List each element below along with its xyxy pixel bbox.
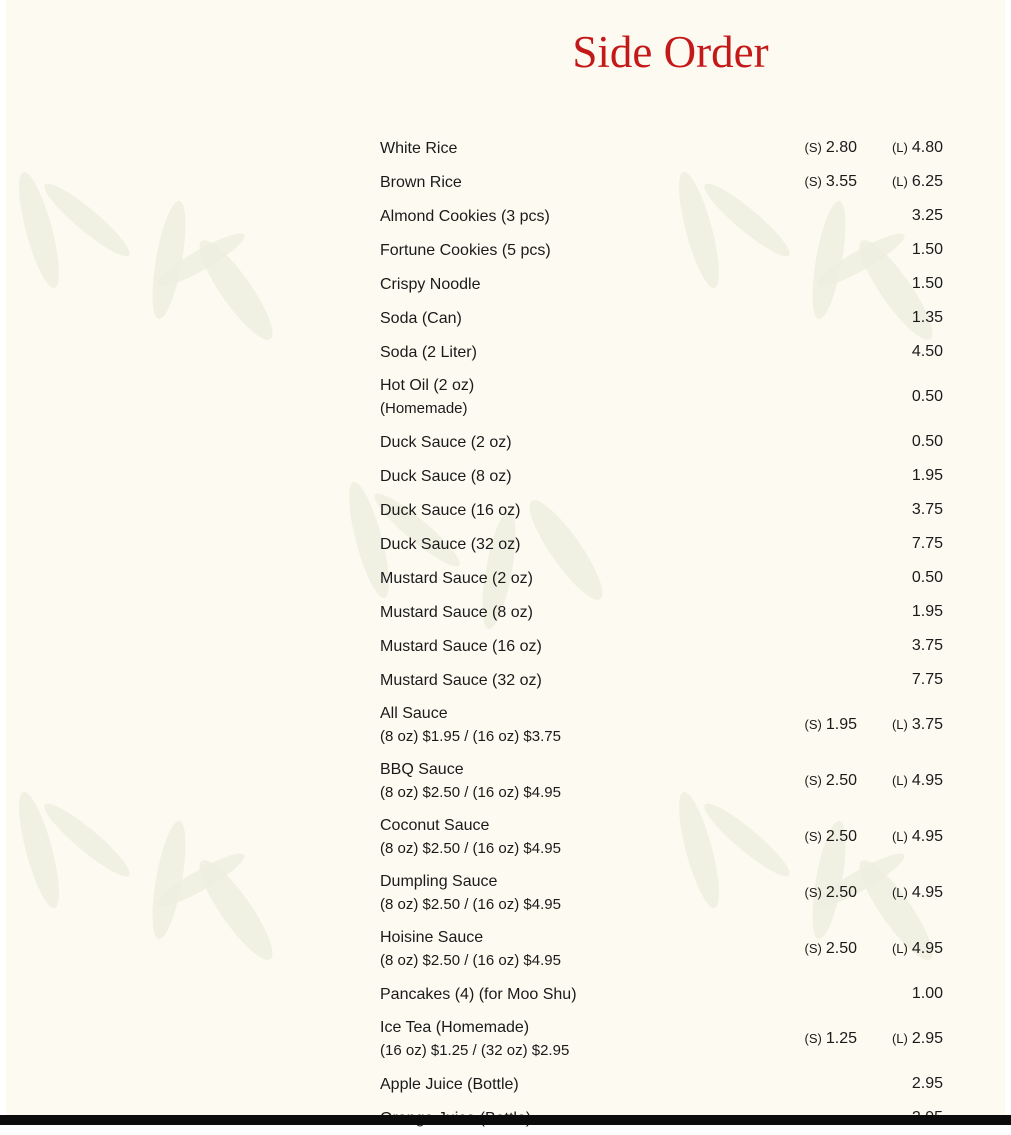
large-price-cell bbox=[861, 985, 943, 1003]
item-name: Duck Sauce (16 oz) bbox=[380, 501, 521, 519]
large-price-cell bbox=[861, 671, 943, 689]
item-name-block bbox=[380, 533, 775, 556]
item-price: 4.50 bbox=[911, 343, 943, 360]
item-name: Dumpling Sauce bbox=[380, 873, 498, 890]
small-price: 2.50 bbox=[825, 772, 857, 789]
item-name: Mustard Sauce (2 oz) bbox=[380, 569, 533, 587]
small-price: 3.55 bbox=[825, 173, 857, 190]
small-price-cell bbox=[775, 828, 857, 846]
small-price-cell bbox=[775, 884, 857, 902]
item-name: Soda (Can) bbox=[380, 309, 462, 327]
item-name: Almond Cookies (3 pcs) bbox=[380, 207, 550, 225]
menu-item-row bbox=[380, 921, 946, 977]
large-size-tag: (L) bbox=[891, 717, 908, 732]
item-name: Hot Oil (2 oz) bbox=[380, 377, 475, 394]
item-price: 1.95 bbox=[911, 467, 943, 484]
large-price: 2.95 bbox=[911, 1030, 943, 1047]
menu-item-row bbox=[380, 301, 946, 335]
small-price: 1.25 bbox=[825, 1030, 857, 1047]
small-size-tag: (S) bbox=[804, 941, 822, 956]
large-price: 4.95 bbox=[911, 940, 943, 957]
item-name: Mustard Sauce (16 oz) bbox=[380, 637, 542, 655]
item-name: Duck Sauce (8 oz) bbox=[380, 467, 512, 485]
item-name-block bbox=[380, 926, 775, 972]
item-price: 3.25 bbox=[911, 207, 943, 224]
large-price-cell bbox=[861, 433, 943, 451]
small-size-tag: (S) bbox=[804, 773, 822, 788]
item-name-block bbox=[380, 601, 775, 624]
large-size-tag: (L) bbox=[891, 885, 908, 900]
item-price: 1.35 bbox=[911, 309, 943, 326]
small-size-tag: (S) bbox=[804, 1031, 822, 1046]
menu-item-row bbox=[380, 493, 946, 527]
menu-item-row bbox=[380, 131, 946, 165]
item-price: 2.95 bbox=[911, 1075, 943, 1092]
large-size-tag: (L) bbox=[891, 1031, 908, 1046]
large-price-cell bbox=[861, 569, 943, 587]
menu-item-row bbox=[380, 595, 946, 629]
small-price: 2.80 bbox=[825, 139, 857, 156]
large-price-cell bbox=[861, 1075, 943, 1093]
item-price: 7.75 bbox=[911, 671, 943, 688]
item-size-detail: (8 oz) $1.95 / (16 oz) $3.75 bbox=[380, 728, 561, 745]
item-price: 1.00 bbox=[911, 985, 943, 1002]
menu-item-row bbox=[380, 809, 946, 865]
item-name-block bbox=[380, 465, 775, 488]
small-size-tag: (S) bbox=[804, 174, 822, 189]
item-name: Duck Sauce (32 oz) bbox=[380, 535, 521, 553]
item-name: Mustard Sauce (8 oz) bbox=[380, 603, 533, 621]
large-price-cell bbox=[861, 772, 943, 790]
item-name-block bbox=[380, 171, 775, 194]
large-price-cell bbox=[861, 241, 943, 259]
menu-item-row bbox=[380, 199, 946, 233]
large-price-cell bbox=[861, 343, 943, 361]
item-size-detail: (8 oz) $2.50 / (16 oz) $4.95 bbox=[380, 784, 561, 801]
item-name: Fortune Cookies (5 pcs) bbox=[380, 241, 551, 259]
item-name: Apple Juice (Bottle) bbox=[380, 1075, 519, 1093]
item-size-detail: (Homemade) bbox=[380, 400, 468, 417]
item-size-detail: (8 oz) $2.50 / (16 oz) $4.95 bbox=[380, 896, 561, 913]
item-price: 1.50 bbox=[911, 241, 943, 258]
item-name: Hoisine Sauce bbox=[380, 929, 484, 946]
menu-item-row bbox=[380, 865, 946, 921]
item-name-block bbox=[380, 758, 775, 804]
item-name-block bbox=[380, 702, 775, 748]
item-price: 7.75 bbox=[911, 535, 943, 552]
item-name: Ice Tea (Homemade) bbox=[380, 1019, 530, 1036]
small-price-cell bbox=[775, 173, 857, 191]
large-price: 4.95 bbox=[911, 772, 943, 789]
item-name-block bbox=[380, 983, 775, 1006]
small-size-tag: (S) bbox=[804, 829, 822, 844]
large-price: 6.25 bbox=[911, 173, 943, 190]
large-price: 4.95 bbox=[911, 884, 943, 901]
item-name: White Rice bbox=[380, 139, 458, 157]
menu-item-row bbox=[380, 1011, 946, 1067]
small-price-cell bbox=[775, 716, 857, 734]
item-name-block bbox=[380, 239, 775, 262]
large-price-cell bbox=[861, 501, 943, 519]
small-price: 2.50 bbox=[825, 884, 857, 901]
menu-item-row bbox=[380, 165, 946, 199]
large-price-cell bbox=[861, 139, 943, 157]
menu-item-row bbox=[380, 233, 946, 267]
item-name-block bbox=[380, 431, 775, 454]
menu-item-row bbox=[380, 663, 946, 697]
large-size-tag: (L) bbox=[891, 941, 908, 956]
item-name-block bbox=[380, 374, 775, 420]
small-price-cell bbox=[775, 139, 857, 157]
item-name-block bbox=[380, 635, 775, 658]
item-name: Coconut Sauce bbox=[380, 817, 490, 834]
large-price-cell bbox=[861, 207, 943, 225]
large-price-cell bbox=[861, 275, 943, 293]
small-price-cell bbox=[775, 940, 857, 958]
small-price: 1.95 bbox=[825, 716, 857, 733]
item-price: 1.95 bbox=[911, 603, 943, 620]
item-name-block bbox=[380, 273, 775, 296]
large-size-tag: (L) bbox=[891, 174, 908, 189]
side-order-menu bbox=[380, 131, 946, 1135]
menu-item-row bbox=[380, 753, 946, 809]
large-price: 4.80 bbox=[911, 139, 943, 156]
large-size-tag: (L) bbox=[891, 829, 908, 844]
large-price-cell bbox=[861, 603, 943, 621]
item-name: Crispy Noodle bbox=[380, 275, 481, 293]
large-size-tag: (L) bbox=[891, 773, 908, 788]
item-name-block bbox=[380, 669, 775, 692]
menu-item-row bbox=[380, 977, 946, 1011]
large-price-cell bbox=[861, 467, 943, 485]
menu-item-row bbox=[380, 459, 946, 493]
item-name: Soda (2 Liter) bbox=[380, 343, 477, 361]
page-title: Side Order bbox=[572, 27, 769, 77]
item-name-block bbox=[380, 567, 775, 590]
large-price-cell bbox=[861, 828, 943, 846]
item-name-block bbox=[380, 1016, 775, 1062]
small-size-tag: (S) bbox=[804, 885, 822, 900]
item-price: 1.50 bbox=[911, 275, 943, 292]
menu-item-row bbox=[380, 267, 946, 301]
large-price: 3.75 bbox=[911, 716, 943, 733]
item-size-detail: (8 oz) $2.50 / (16 oz) $4.95 bbox=[380, 840, 561, 857]
item-name-block bbox=[380, 499, 775, 522]
menu-item-row bbox=[380, 1067, 946, 1101]
small-price-cell bbox=[775, 772, 857, 790]
small-size-tag: (S) bbox=[804, 717, 822, 732]
large-price-cell bbox=[861, 716, 943, 734]
large-price-cell bbox=[861, 388, 943, 406]
menu-item-row bbox=[380, 335, 946, 369]
item-size-detail: (8 oz) $2.50 / (16 oz) $4.95 bbox=[380, 952, 561, 969]
small-price: 2.50 bbox=[825, 828, 857, 845]
item-price: 3.75 bbox=[911, 637, 943, 654]
item-name-block bbox=[380, 307, 775, 330]
item-name-block bbox=[380, 1073, 775, 1096]
menu-item-row bbox=[380, 527, 946, 561]
large-price: 4.95 bbox=[911, 828, 943, 845]
item-size-detail: (16 oz) $1.25 / (32 oz) $2.95 bbox=[380, 1042, 570, 1059]
item-price: 0.50 bbox=[911, 569, 943, 586]
small-price: 2.50 bbox=[825, 940, 857, 957]
menu-item-row bbox=[380, 425, 946, 459]
large-price-cell bbox=[861, 535, 943, 553]
large-price-cell bbox=[861, 309, 943, 327]
item-name-block bbox=[380, 814, 775, 860]
small-price-cell bbox=[775, 1030, 857, 1048]
item-price: 3.75 bbox=[911, 501, 943, 518]
item-name-block bbox=[380, 205, 775, 228]
item-name: Duck Sauce (2 oz) bbox=[380, 433, 512, 451]
item-name: Mustard Sauce (32 oz) bbox=[380, 671, 542, 689]
large-price-cell bbox=[861, 940, 943, 958]
large-size-tag: (L) bbox=[891, 140, 908, 155]
item-name-block bbox=[380, 341, 775, 364]
item-name: BBQ Sauce bbox=[380, 761, 464, 778]
item-name: All Sauce bbox=[380, 705, 448, 722]
menu-item-row bbox=[380, 561, 946, 595]
item-price: 0.50 bbox=[911, 388, 943, 405]
item-name-block bbox=[380, 137, 775, 160]
small-size-tag: (S) bbox=[804, 140, 822, 155]
item-name-block bbox=[380, 870, 775, 916]
menu-item-row bbox=[380, 697, 946, 753]
large-price-cell bbox=[861, 884, 943, 902]
large-price-cell bbox=[861, 173, 943, 191]
item-name: Brown Rice bbox=[380, 173, 462, 191]
item-price: 0.50 bbox=[911, 433, 943, 450]
large-price-cell bbox=[861, 1030, 943, 1048]
large-price-cell bbox=[861, 637, 943, 655]
item-name: Pancakes (4) (for Moo Shu) bbox=[380, 985, 577, 1003]
bottom-bar bbox=[0, 1115, 1011, 1125]
menu-item-row bbox=[380, 369, 946, 425]
menu-item-row bbox=[380, 629, 946, 663]
